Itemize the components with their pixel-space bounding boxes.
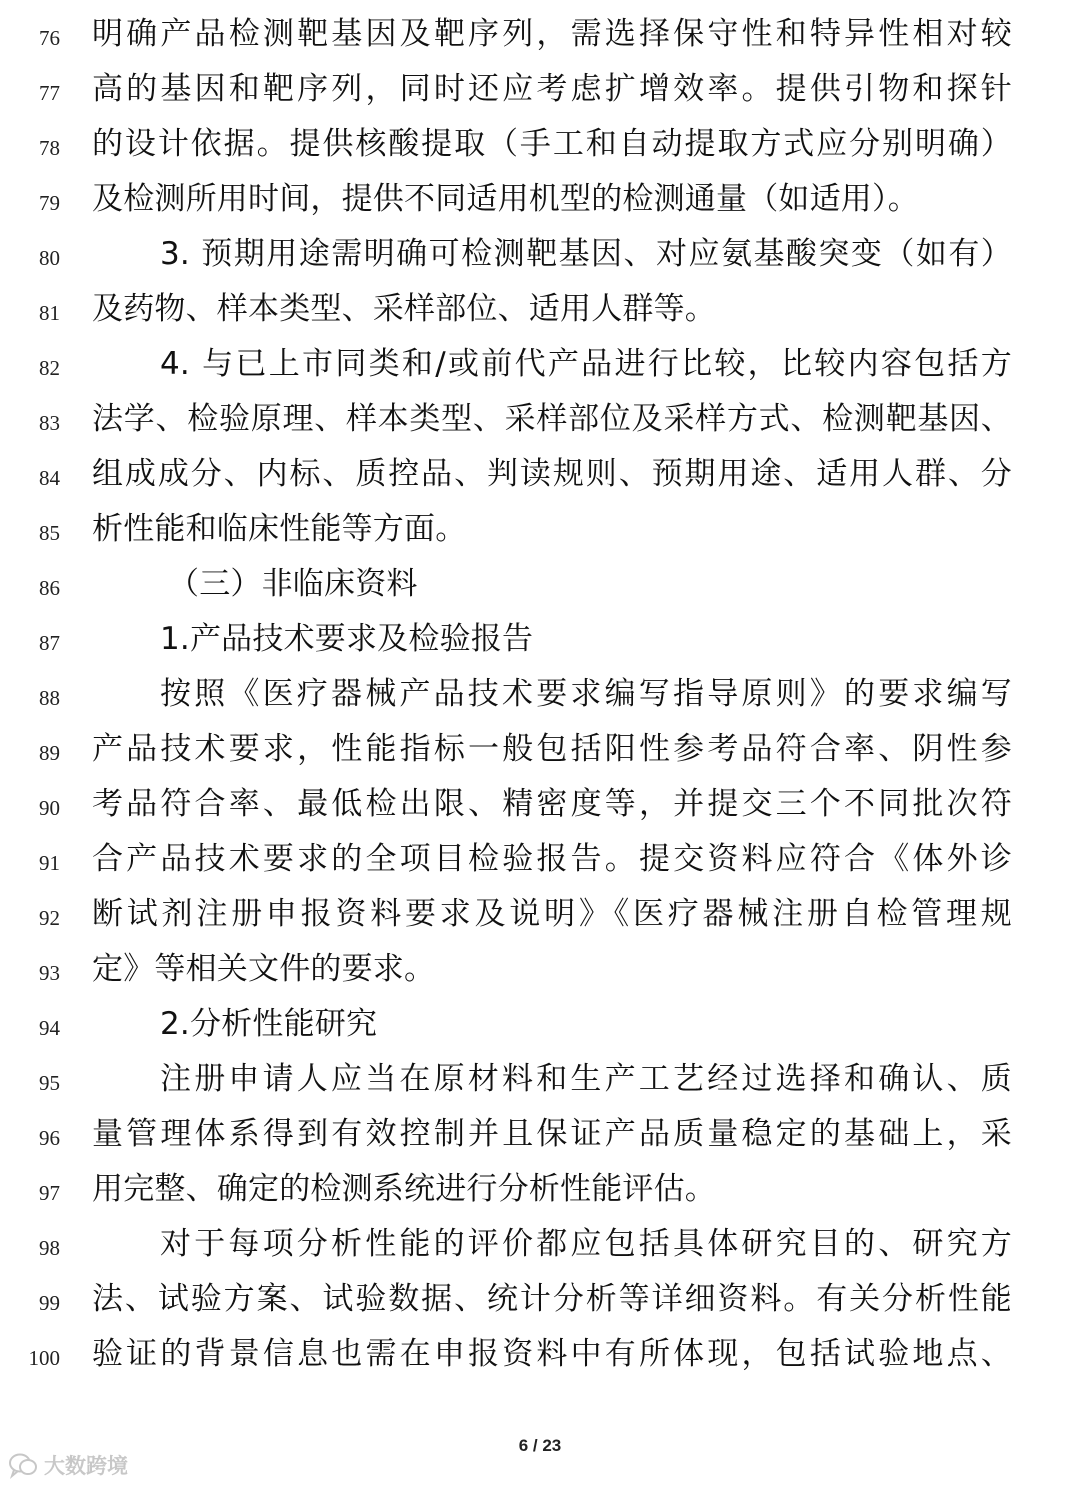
line-95 (0, 1057, 1080, 1112)
line-text: 析性能和临床性能等方面。 (92, 511, 467, 547)
line-text: 3. 预期用途需明确可检测靶基因、对应氨基酸突变（如有） (160, 236, 1012, 272)
line-text: 明确产品检测靶基因及靶序列，需选择保守性和特异性相对较 (92, 16, 1012, 52)
line-text: 及药物、样本类型、采样部位、适用人群等。 (92, 291, 716, 327)
line-text: 按照《医疗器械产品技术要求编写指导原则》的要求编写 (160, 676, 1012, 712)
line-96 (0, 1112, 1080, 1167)
line-81 (0, 287, 1080, 342)
line-84 (0, 452, 1080, 507)
line-90 (0, 782, 1080, 837)
subsection-heading: 1.产品技术要求及检验报告 (160, 621, 534, 657)
line-text: 断试剂注册申报资料要求及说明》《医疗器械注册自检管理规 (92, 896, 1012, 932)
watermark (8, 1450, 128, 1480)
line-text: 4. 与已上市同类和/或前代产品进行比较，比较内容包括方 (160, 346, 1012, 382)
line-number: 84 (39, 466, 60, 490)
line-number: 88 (39, 686, 60, 710)
line-text: 的设计依据。提供核酸提取（手工和自动提取方式应分别明确） (92, 126, 1012, 162)
line-number: 80 (39, 246, 60, 270)
line-number: 97 (39, 1181, 60, 1205)
line-82 (0, 342, 1080, 397)
watermark-text: 大数跨境 (44, 1454, 128, 1478)
line-number: 100 (28, 1346, 60, 1370)
line-text: 量管理体系得到有效控制并且保证产品质量稳定的基础上，采 (92, 1116, 1012, 1152)
line-text: 法、试验方案、试验数据、统计分析等详细资料。有关分析性能 (92, 1281, 1012, 1317)
line-100 (0, 1332, 1080, 1387)
line-text: 高的基因和靶序列，同时还应考虑扩增效率。提供引物和探针 (92, 71, 1012, 107)
line-number: 85 (39, 521, 60, 545)
line-text: 用完整、确定的检测系统进行分析性能评估。 (92, 1171, 716, 1207)
line-number: 98 (39, 1236, 60, 1260)
line-number: 95 (39, 1071, 60, 1095)
line-89 (0, 727, 1080, 782)
line-79 (0, 177, 1080, 232)
line-86 (0, 562, 1080, 617)
line-83 (0, 397, 1080, 452)
line-number: 78 (39, 136, 60, 160)
line-85 (0, 507, 1080, 562)
line-93 (0, 947, 1080, 1002)
line-text: 合产品技术要求的全项目检验报告。提交资料应符合《体外诊 (92, 841, 1012, 877)
line-80 (0, 232, 1080, 287)
line-91 (0, 837, 1080, 892)
line-text: 注册申请人应当在原材料和生产工艺经过选择和确认、质 (160, 1061, 1012, 1097)
section-heading: （三）非临床资料 (168, 566, 418, 602)
line-97 (0, 1167, 1080, 1222)
line-number: 99 (39, 1291, 60, 1315)
line-99 (0, 1277, 1080, 1332)
line-number: 93 (39, 961, 60, 985)
line-number: 87 (39, 631, 60, 655)
line-number: 89 (39, 741, 60, 765)
line-number: 82 (39, 356, 60, 380)
line-number: 81 (39, 301, 60, 325)
line-text: 产品技术要求，性能指标一般包括阳性参考品符合率、阴性参 (92, 731, 1012, 767)
line-number: 90 (39, 796, 60, 820)
line-78 (0, 122, 1080, 177)
chat-bubble-icon (8, 1451, 38, 1479)
line-92 (0, 892, 1080, 947)
line-text: 及检测所用时间，提供不同适用机型的检测通量（如适用）。 (92, 181, 919, 217)
line-number: 86 (39, 576, 60, 600)
line-number: 92 (39, 906, 60, 930)
page-indicator: 6 / 23 (518, 1436, 562, 1455)
subsection-heading: 2.分析性能研究 (160, 1006, 378, 1042)
line-number: 76 (39, 26, 60, 50)
line-94 (0, 1002, 1080, 1057)
line-number: 96 (39, 1126, 60, 1150)
line-text: 组成成分、内标、质控品、判读规则、预期用途、适用人群、分 (92, 456, 1012, 492)
line-text: 定》等相关文件的要求。 (92, 951, 436, 987)
line-number: 83 (39, 411, 60, 435)
line-text: 法学、检验原理、样本类型、采样部位及采样方式、检测靶基因、 (92, 401, 1012, 437)
line-number: 79 (39, 191, 60, 215)
line-88 (0, 672, 1080, 727)
line-87 (0, 617, 1080, 672)
line-98 (0, 1222, 1080, 1277)
line-number: 94 (39, 1016, 60, 1040)
line-number: 91 (39, 851, 60, 875)
line-76 (0, 12, 1080, 67)
line-77 (0, 67, 1080, 122)
line-text: 对于每项分析性能的评价都应包括具体研究目的、研究方 (160, 1226, 1012, 1262)
line-text: 验证的背景信息也需在申报资料中有所体现，包括试验地点、 (92, 1336, 1012, 1372)
line-number: 77 (39, 81, 60, 105)
line-text: 考品符合率、最低检出限、精密度等，并提交三个不同批次符 (92, 786, 1012, 822)
